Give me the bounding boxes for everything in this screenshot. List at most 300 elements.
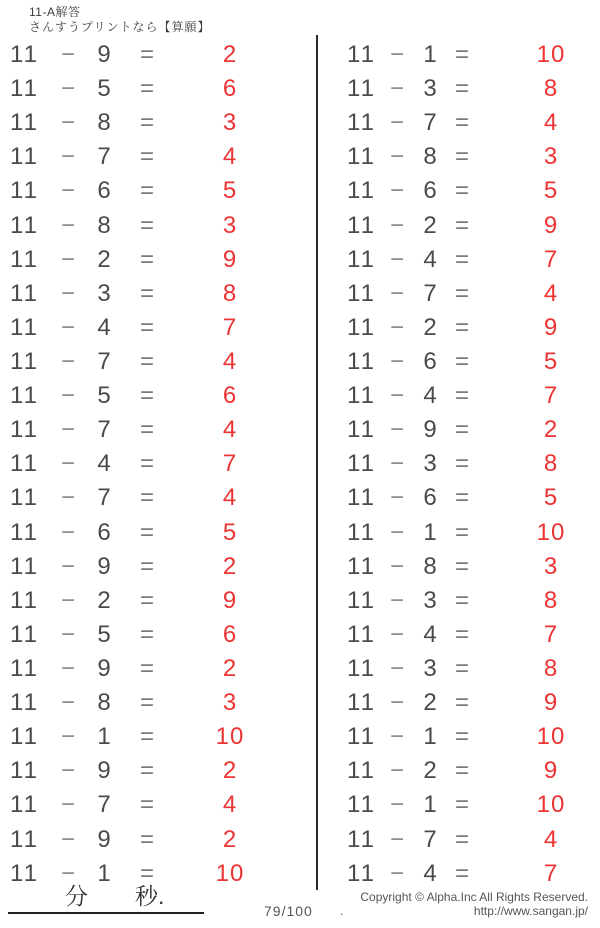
minuend: 11 <box>10 313 39 341</box>
equals-icon: = <box>139 348 154 376</box>
problem-row <box>345 857 600 891</box>
minus-icon: − <box>389 75 404 103</box>
subtrahend: 1 <box>97 723 111 751</box>
minus-icon: − <box>60 791 75 819</box>
minuend: 11 <box>10 757 39 785</box>
equals-icon: = <box>139 211 154 239</box>
problem-row <box>345 686 600 720</box>
minuend: 11 <box>10 348 39 376</box>
problem-row <box>8 823 288 857</box>
subtrahend: 9 <box>97 655 111 683</box>
equals-icon: = <box>454 552 469 580</box>
minuend: 11 <box>347 416 376 444</box>
subtrahend: 4 <box>423 620 437 648</box>
answer: 9 <box>222 245 238 273</box>
equals-icon: = <box>454 313 469 341</box>
copyright-dot: . <box>340 904 344 918</box>
subtrahend: 7 <box>97 791 111 819</box>
problem-row <box>345 754 600 788</box>
subtrahend: 7 <box>423 825 437 853</box>
subtrahend: 3 <box>423 450 437 478</box>
problem-row <box>8 584 288 618</box>
subtrahend: 3 <box>423 75 437 103</box>
answer: 2 <box>222 655 238 683</box>
answer: 2 <box>222 41 238 69</box>
minus-icon: − <box>60 382 75 410</box>
equals-icon: = <box>454 416 469 444</box>
minus-icon: − <box>389 245 404 273</box>
problem-row <box>8 379 288 413</box>
minus-icon: − <box>60 825 75 853</box>
minus-icon: − <box>389 143 404 171</box>
minuend: 11 <box>10 450 39 478</box>
equals-icon: = <box>454 177 469 205</box>
equals-icon: = <box>139 75 154 103</box>
minuend: 11 <box>10 143 39 171</box>
minus-icon: − <box>60 177 75 205</box>
equals-icon: = <box>454 109 469 137</box>
subtrahend: 2 <box>423 689 437 717</box>
minuend: 11 <box>10 859 39 887</box>
equals-icon: = <box>454 450 469 478</box>
minuend: 11 <box>10 211 39 239</box>
subtrahend: 7 <box>97 416 111 444</box>
minus-icon: − <box>60 859 75 887</box>
minutes-label: 分 <box>65 883 88 909</box>
answer: 7 <box>222 313 238 341</box>
minuend: 11 <box>10 245 39 273</box>
minus-icon: − <box>389 109 404 137</box>
minuend: 11 <box>347 825 376 853</box>
problem-row <box>8 686 288 720</box>
answer: 4 <box>543 109 559 137</box>
subtrahend: 3 <box>423 655 437 683</box>
subtrahend: 1 <box>97 859 111 887</box>
problem-row <box>8 140 288 174</box>
subtrahend: 8 <box>97 689 111 717</box>
subtrahend: 5 <box>97 620 111 648</box>
subtrahend: 1 <box>423 723 437 751</box>
answer: 5 <box>543 348 559 376</box>
worksheet-header <box>29 5 211 35</box>
equals-icon: = <box>139 655 154 683</box>
problem-row <box>345 652 600 686</box>
copyright-block <box>340 890 588 918</box>
answer: 7 <box>543 245 559 273</box>
equals-icon: = <box>454 723 469 751</box>
minuend: 11 <box>10 791 39 819</box>
equals-icon: = <box>454 211 469 239</box>
equals-icon: = <box>454 586 469 614</box>
equals-icon: = <box>454 757 469 785</box>
answer: 2 <box>222 757 238 785</box>
column-divider <box>316 35 318 890</box>
minuend: 11 <box>347 211 376 239</box>
subtrahend: 6 <box>423 177 437 205</box>
problem-row <box>345 788 600 822</box>
problem-row <box>8 209 288 243</box>
answer: 5 <box>543 177 559 205</box>
equals-icon: = <box>454 279 469 307</box>
subtrahend: 6 <box>423 484 437 512</box>
minus-icon: − <box>389 723 404 751</box>
minus-icon: − <box>389 41 404 69</box>
minuend: 11 <box>347 41 376 69</box>
minus-icon: − <box>389 859 404 887</box>
minuend: 11 <box>347 109 376 137</box>
problem-row <box>345 618 600 652</box>
equals-icon: = <box>139 791 154 819</box>
copyright-text: Copyright © Alpha.Inc All Rights Reserved. <box>360 890 588 904</box>
minus-icon: − <box>60 689 75 717</box>
minuend: 11 <box>10 518 39 546</box>
equals-icon: = <box>454 75 469 103</box>
minus-icon: − <box>60 143 75 171</box>
minuend: 11 <box>10 416 39 444</box>
answer: 7 <box>543 859 559 887</box>
subtrahend: 4 <box>97 450 111 478</box>
minus-icon: − <box>60 75 75 103</box>
equals-icon: = <box>139 313 154 341</box>
answer: 3 <box>222 109 238 137</box>
equals-icon: = <box>139 689 154 717</box>
subtrahend: 2 <box>423 757 437 785</box>
minuend: 11 <box>347 791 376 819</box>
equals-icon: = <box>139 484 154 512</box>
subtrahend: 4 <box>97 313 111 341</box>
minus-icon: − <box>60 279 75 307</box>
subtrahend: 2 <box>423 313 437 341</box>
subtrahend: 4 <box>423 859 437 887</box>
minus-icon: − <box>60 41 75 69</box>
minuend: 11 <box>10 75 39 103</box>
equals-icon: = <box>139 450 154 478</box>
minus-icon: − <box>60 313 75 341</box>
minus-icon: − <box>389 177 404 205</box>
answer: 4 <box>222 484 238 512</box>
minuend: 11 <box>347 484 376 512</box>
equals-icon: = <box>139 245 154 273</box>
answer: 9 <box>543 313 559 341</box>
equals-icon: = <box>139 518 154 546</box>
answer: 6 <box>222 620 238 648</box>
problem-row <box>345 38 600 72</box>
minuend: 11 <box>347 689 376 717</box>
problems-column-left <box>8 38 288 891</box>
minus-icon: − <box>389 655 404 683</box>
problem-row <box>8 311 288 345</box>
equals-icon: = <box>454 689 469 717</box>
answer: 5 <box>222 518 238 546</box>
equals-icon: = <box>454 825 469 853</box>
minuend: 11 <box>347 655 376 683</box>
minuend: 11 <box>347 518 376 546</box>
answer: 2 <box>222 825 238 853</box>
answer: 7 <box>543 620 559 648</box>
subtrahend: 8 <box>423 143 437 171</box>
subtrahend: 3 <box>423 586 437 614</box>
subtrahend: 4 <box>423 245 437 273</box>
subtrahend: 9 <box>97 552 111 580</box>
subtrahend: 9 <box>97 825 111 853</box>
minuend: 11 <box>347 382 376 410</box>
subtrahend: 7 <box>97 484 111 512</box>
subtrahend: 8 <box>423 552 437 580</box>
subtrahend: 9 <box>97 757 111 785</box>
answer: 3 <box>543 143 559 171</box>
equals-icon: = <box>454 348 469 376</box>
subtrahend: 9 <box>97 41 111 69</box>
minus-icon: − <box>389 518 404 546</box>
subtrahend: 7 <box>97 143 111 171</box>
minuend: 11 <box>347 723 376 751</box>
subtrahend: 2 <box>97 245 111 273</box>
minus-icon: − <box>389 825 404 853</box>
minuend: 11 <box>347 348 376 376</box>
minuend: 11 <box>347 143 376 171</box>
minuend: 11 <box>10 825 39 853</box>
page-number: 79/100 <box>264 903 313 919</box>
problem-row <box>345 140 600 174</box>
answer: 3 <box>222 211 238 239</box>
problem-row <box>345 72 600 106</box>
subtrahend: 4 <box>423 382 437 410</box>
minus-icon: − <box>389 791 404 819</box>
answer: 3 <box>543 552 559 580</box>
minuend: 11 <box>10 109 39 137</box>
answer: 9 <box>222 586 238 614</box>
answer: 4 <box>222 348 238 376</box>
problem-row <box>345 209 600 243</box>
minus-icon: − <box>389 450 404 478</box>
problem-row <box>345 823 600 857</box>
answer: 6 <box>222 75 238 103</box>
equals-icon: = <box>454 655 469 683</box>
problem-row <box>8 345 288 379</box>
equals-icon: = <box>454 791 469 819</box>
subtrahend: 6 <box>423 348 437 376</box>
minuend: 11 <box>347 313 376 341</box>
answer: 10 <box>536 41 566 69</box>
subtrahend: 3 <box>97 279 111 307</box>
subtrahend: 2 <box>97 586 111 614</box>
subtrahend: 9 <box>423 416 437 444</box>
answer: 4 <box>222 416 238 444</box>
answer: 5 <box>222 177 238 205</box>
problem-row <box>345 550 600 584</box>
minus-icon: − <box>60 757 75 785</box>
time-entry-line <box>8 884 204 914</box>
minus-icon: − <box>60 109 75 137</box>
worksheet-subtitle: さんすうプリントなら【算願】 <box>29 20 211 34</box>
problem-row <box>345 106 600 140</box>
worksheet-title: 11-A解答 <box>29 5 81 19</box>
answer: 10 <box>215 723 245 751</box>
minus-icon: − <box>389 416 404 444</box>
problem-row <box>8 618 288 652</box>
problem-row <box>345 277 600 311</box>
seconds-label: 秒. <box>135 883 165 909</box>
minuend: 11 <box>10 41 39 69</box>
problem-row <box>345 720 600 754</box>
minuend: 11 <box>347 245 376 273</box>
minuend: 11 <box>347 757 376 785</box>
subtrahend: 1 <box>423 791 437 819</box>
answer: 7 <box>222 450 238 478</box>
subtrahend: 2 <box>423 211 437 239</box>
problem-row <box>345 311 600 345</box>
minuend: 11 <box>10 655 39 683</box>
minuend: 11 <box>10 279 39 307</box>
equals-icon: = <box>454 859 469 887</box>
subtrahend: 7 <box>423 109 437 137</box>
equals-icon: = <box>139 620 154 648</box>
minus-icon: − <box>60 211 75 239</box>
answer: 8 <box>543 450 559 478</box>
answer: 2 <box>222 552 238 580</box>
equals-icon: = <box>139 586 154 614</box>
problem-row <box>8 788 288 822</box>
minuend: 11 <box>347 859 376 887</box>
problem-row <box>345 174 600 208</box>
equals-icon: = <box>139 382 154 410</box>
problem-row <box>8 754 288 788</box>
problem-row <box>8 481 288 515</box>
minuend: 11 <box>347 586 376 614</box>
problem-row <box>8 652 288 686</box>
minus-icon: − <box>389 382 404 410</box>
answer: 7 <box>543 382 559 410</box>
minus-icon: − <box>389 279 404 307</box>
equals-icon: = <box>139 825 154 853</box>
subtrahend: 1 <box>423 41 437 69</box>
equals-icon: = <box>454 41 469 69</box>
minuend: 11 <box>10 382 39 410</box>
answer: 4 <box>543 825 559 853</box>
minuend: 11 <box>10 484 39 512</box>
problem-row <box>345 481 600 515</box>
equals-icon: = <box>139 143 154 171</box>
minuend: 11 <box>347 177 376 205</box>
subtrahend: 6 <box>97 518 111 546</box>
subtrahend: 5 <box>97 75 111 103</box>
minus-icon: − <box>389 313 404 341</box>
minus-icon: − <box>389 348 404 376</box>
subtrahend: 6 <box>97 177 111 205</box>
minuend: 11 <box>10 620 39 648</box>
minuend: 11 <box>347 75 376 103</box>
problem-row <box>8 720 288 754</box>
equals-icon: = <box>139 279 154 307</box>
problem-row <box>8 516 288 550</box>
minus-icon: − <box>389 484 404 512</box>
answer: 4 <box>222 791 238 819</box>
equals-icon: = <box>139 177 154 205</box>
problem-row <box>345 447 600 481</box>
answer: 2 <box>543 416 559 444</box>
problem-row <box>345 243 600 277</box>
answer: 8 <box>543 75 559 103</box>
equals-icon: = <box>139 757 154 785</box>
problem-row <box>8 413 288 447</box>
problem-row <box>8 447 288 481</box>
subtrahend: 7 <box>97 348 111 376</box>
problem-row <box>8 72 288 106</box>
problem-row <box>345 516 600 550</box>
minus-icon: − <box>60 484 75 512</box>
answer: 4 <box>222 143 238 171</box>
problem-row <box>345 379 600 413</box>
minuend: 11 <box>10 586 39 614</box>
minus-icon: − <box>60 518 75 546</box>
answer: 9 <box>543 689 559 717</box>
equals-icon: = <box>139 859 154 887</box>
equals-icon: = <box>454 143 469 171</box>
minuend: 11 <box>10 723 39 751</box>
minuend: 11 <box>10 689 39 717</box>
minus-icon: − <box>389 552 404 580</box>
minus-icon: − <box>389 620 404 648</box>
answer: 6 <box>222 382 238 410</box>
equals-icon: = <box>139 723 154 751</box>
minuend: 11 <box>347 279 376 307</box>
answer: 10 <box>215 859 245 887</box>
answer: 8 <box>543 586 559 614</box>
minus-icon: − <box>60 655 75 683</box>
minus-icon: − <box>389 757 404 785</box>
subtrahend: 1 <box>423 518 437 546</box>
minus-icon: − <box>60 416 75 444</box>
minuend: 11 <box>10 177 39 205</box>
problem-row <box>8 38 288 72</box>
equals-icon: = <box>139 109 154 137</box>
equals-icon: = <box>454 245 469 273</box>
problem-row <box>345 584 600 618</box>
problem-row <box>8 106 288 140</box>
equals-icon: = <box>454 518 469 546</box>
answer: 10 <box>536 518 566 546</box>
equals-icon: = <box>139 552 154 580</box>
minuend: 11 <box>347 552 376 580</box>
answer: 10 <box>536 791 566 819</box>
answer: 4 <box>543 279 559 307</box>
minus-icon: − <box>60 723 75 751</box>
answer: 5 <box>543 484 559 512</box>
minus-icon: − <box>60 552 75 580</box>
minuend: 11 <box>10 552 39 580</box>
problem-row <box>8 277 288 311</box>
answer: 10 <box>536 723 566 751</box>
minuend: 11 <box>347 620 376 648</box>
minus-icon: − <box>60 348 75 376</box>
subtrahend: 8 <box>97 109 111 137</box>
problem-row <box>8 174 288 208</box>
minus-icon: − <box>60 450 75 478</box>
equals-icon: = <box>454 620 469 648</box>
minus-icon: − <box>60 586 75 614</box>
equals-icon: = <box>139 41 154 69</box>
subtrahend: 5 <box>97 382 111 410</box>
answer: 8 <box>543 655 559 683</box>
answer: 9 <box>543 211 559 239</box>
problems-column-right <box>345 38 600 891</box>
subtrahend: 8 <box>97 211 111 239</box>
minus-icon: − <box>389 211 404 239</box>
equals-icon: = <box>454 484 469 512</box>
answer: 3 <box>222 689 238 717</box>
equals-icon: = <box>139 416 154 444</box>
subtrahend: 7 <box>423 279 437 307</box>
